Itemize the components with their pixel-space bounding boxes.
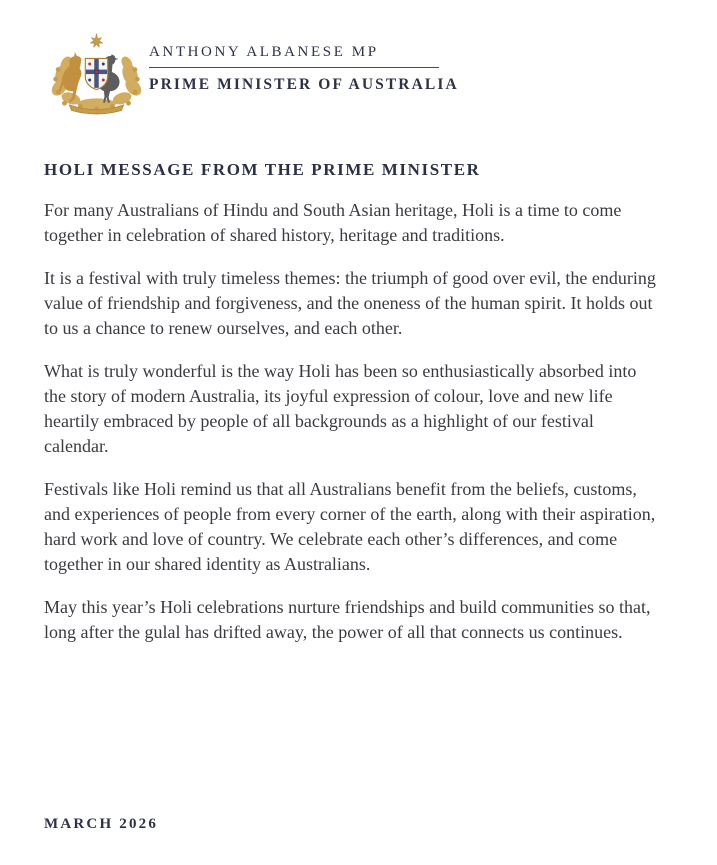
paragraph: What is truly wonderful is the way Holi has been so enthusiastically absorbed into the story of modern Australia, its joyful expression of colour, love and new life heartily embraced by people of all backgrounds as a highlight of our festival calendar. xyxy=(44,361,637,456)
paragraph: It is a festival with truly timeless themes: the triumph of good over evil, the enduring value of friendship and forgiveness, and the oneness of the human spirit. It holds out to us a chance to renew ourselves, and each other. xyxy=(44,268,656,338)
letter-body xyxy=(0,160,717,645)
australian-coat-of-arms-icon xyxy=(45,28,148,116)
pm-title: PRIME MINISTER OF AUSTRALIA xyxy=(149,76,459,93)
letter-paragraphs xyxy=(44,198,661,645)
paragraph: May this year’s Holi celebrations nurture friendships and build communities so that, long after the gulal has drifted away, the power of all that connects us continues. xyxy=(44,597,651,642)
letter-heading: HOLI MESSAGE FROM THE PRIME MINISTER xyxy=(44,160,481,179)
letter-date: MARCH 2026 xyxy=(44,816,159,832)
letterhead-divider xyxy=(149,67,439,68)
paragraph: For many Australians of Hindu and South Asian heritage, Holi is a time to come together in celebration of shared history, heritage and traditions. xyxy=(44,200,622,245)
letterhead-text xyxy=(149,28,459,94)
letterhead xyxy=(0,0,717,116)
pm-name: ANTHONY ALBANESE MP xyxy=(149,44,379,60)
commonwealth-star xyxy=(90,34,103,48)
paragraph: Festivals like Holi remind us that all Australians benefit from the beliefs, customs, and experiences of people from every corner of the earth, along with their aspiration, hard work and love of country. We celebrate each other’s differences, and come together in our shared identity as Australians. xyxy=(44,479,656,574)
